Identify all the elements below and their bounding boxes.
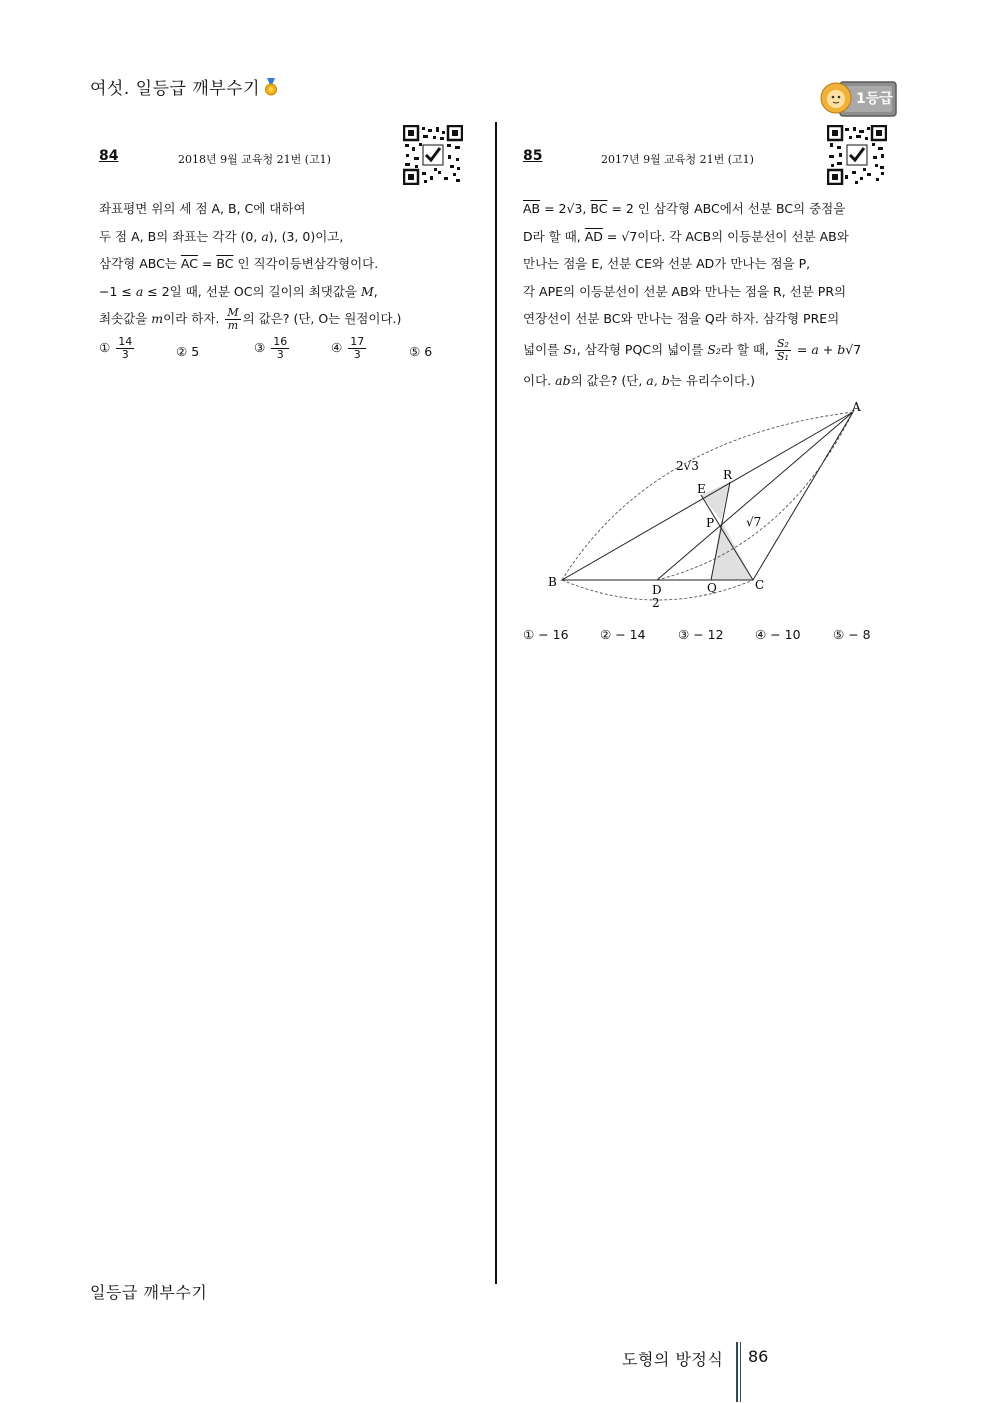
label-a: A — [852, 400, 861, 414]
problem-84-line-1: 좌표평면 위의 세 점 A, B, C에 대하여 — [99, 201, 306, 216]
choice-3[interactable] — [254, 336, 291, 361]
column-divider — [495, 122, 497, 1284]
triangle-diagram — [540, 398, 870, 613]
text-span: 삼각형 ABC는 — [99, 256, 181, 271]
choice-2[interactable] — [600, 627, 646, 642]
problem-84-number: 84 — [99, 148, 119, 164]
fraction-denominator: S₁ — [776, 349, 789, 363]
problem-85-line-4: 각 APE의 이등분선이 선분 AB와 만나는 점을 R, 선분 PR의 — [523, 283, 847, 299]
label-b: B — [548, 575, 557, 589]
math-var: a, b — [646, 372, 670, 388]
text-span: 두 점 A, B의 좌표는 각각 (0, — [99, 228, 262, 244]
text-span: √7 — [845, 341, 862, 357]
label-d: D — [652, 583, 662, 597]
segment-ad — [657, 412, 853, 580]
label-ad-length: √7 — [746, 515, 762, 529]
text-span: + — [818, 341, 838, 357]
problem-85-line-6 — [523, 333, 861, 367]
choice-mark: ⑤ — [833, 627, 845, 642]
text-span: 이라 하자. — [163, 311, 224, 326]
text-span: , 삼각형 PQC의 넓이를 — [576, 341, 708, 357]
choice-mark: ① — [99, 340, 111, 355]
text-span: 최솟값을 — [99, 311, 152, 326]
choice-mark: ③ — [254, 340, 266, 355]
choice-mark: ⑤ — [409, 344, 421, 359]
segment-bc: $\overline{BC}$ — [590, 201, 608, 216]
medal-icon — [264, 78, 278, 101]
fraction-numerator: S₂ — [776, 336, 789, 350]
text-span: 넓이를 — [523, 341, 564, 357]
math-var: m — [151, 311, 164, 326]
text-span: 이다. — [523, 372, 556, 388]
problem-85-line-1 — [523, 195, 861, 223]
fraction-numerator: 16 — [273, 335, 288, 348]
label-ab-length: 2√3 — [676, 459, 699, 473]
choice-5[interactable] — [833, 627, 871, 642]
fraction-denominator: 3 — [353, 348, 361, 361]
label-bc-length: 2 — [652, 596, 660, 610]
choice-4[interactable] — [755, 627, 801, 642]
text-span: 는 유리수이다.) — [669, 372, 755, 388]
label-q: Q — [707, 581, 717, 595]
text-span: 라 할 때, — [720, 341, 773, 357]
footer-divider — [736, 1342, 738, 1402]
choice-fraction — [116, 336, 134, 361]
text-span: ≤ 2일 때, 선분 OC의 길이의 최댓값을 — [143, 283, 361, 299]
problem-85-line-7 — [523, 367, 861, 395]
label-p: P — [706, 516, 715, 530]
fraction-m-over-m — [225, 307, 240, 332]
label-e: E — [697, 482, 706, 496]
problem-84-line-5 — [99, 305, 401, 333]
problem-84-choices — [99, 336, 479, 370]
segment-ab: $\overline{AB}$ — [523, 201, 541, 216]
header-title-text: 여섯. 일등급 깨부수기 — [90, 79, 261, 99]
footer-book-title: 일등급 깨부수기 — [90, 1283, 208, 1302]
math-var: a — [135, 283, 144, 299]
choice-mark: ② — [176, 344, 188, 359]
choice-fraction — [348, 336, 366, 361]
problem-85-number: 85 — [523, 148, 543, 164]
problem-85-choices — [523, 627, 883, 647]
choice-1[interactable] — [99, 336, 136, 361]
triangle-abc — [562, 412, 853, 580]
grade-badge-text: 1등급 — [856, 91, 893, 107]
choice-mark: ④ — [755, 627, 767, 642]
math-var: a — [811, 341, 819, 357]
choice-4[interactable] — [331, 336, 368, 361]
segment-ac: $\overline{AC}$ — [180, 256, 198, 271]
problem-85-source: 2017년 9월 교육청 21번 (고1) — [601, 153, 754, 166]
grade-badge — [818, 76, 898, 120]
page-header-title — [90, 74, 278, 101]
segment-bc: $\overline{BC}$ — [216, 256, 234, 271]
math-var: a — [261, 228, 269, 244]
text-span: 의 값은? (단, O는 원점이다.) — [242, 311, 402, 326]
choice-3[interactable] — [678, 627, 724, 642]
math-var: M — [360, 283, 374, 299]
fraction-denominator: 3 — [276, 348, 284, 361]
choice-1[interactable] — [523, 627, 569, 642]
footer-chapter-title: 도형의 방정식 — [622, 1350, 724, 1369]
choice-mark: ③ — [678, 627, 690, 642]
equals-sign: = — [197, 256, 217, 271]
footer-divider — [740, 1342, 741, 1402]
text-span: = 2√3, — [540, 201, 591, 216]
text-span: ), (3, 0)이고, — [268, 228, 344, 244]
fraction-s2-over-s1 — [775, 338, 791, 363]
math-var: S₂ — [707, 341, 721, 357]
choice-mark: ② — [600, 627, 612, 642]
text-span: = 2 인 삼각형 ABC에서 선분 BC의 중점을 — [607, 201, 846, 216]
text-span: = — [792, 341, 812, 357]
text-span: D라 할 때, — [523, 228, 585, 244]
choice-value: − 8 — [848, 627, 871, 642]
fraction-denominator: 3 — [121, 348, 129, 361]
qr-code-icon[interactable] — [403, 125, 463, 189]
fraction-numerator: M — [227, 306, 239, 319]
label-c: C — [755, 578, 765, 592]
segment-ad: $\overline{AD}$ — [584, 228, 603, 244]
fraction-numerator: 17 — [350, 335, 365, 348]
fraction-numerator: 14 — [118, 335, 133, 348]
choice-5[interactable] — [409, 344, 432, 359]
problem-84-line-2 — [99, 223, 401, 251]
text-span: , — [373, 283, 378, 299]
problem-85-line-2 — [523, 223, 861, 251]
choice-value: − 16 — [538, 627, 569, 642]
math-var: b — [837, 341, 846, 357]
math-var: S₁ — [563, 341, 577, 357]
problem-84-source: 2018년 9월 교육청 21번 (고1) — [178, 153, 331, 166]
choice-value: − 14 — [615, 627, 646, 642]
fraction-denominator: m — [227, 319, 239, 332]
problem-85-text — [523, 195, 861, 394]
text-span: −1 ≤ — [99, 283, 136, 299]
problem-85-line-3: 만나는 점을 E, 선분 CE와 선분 AD가 만나는 점을 P, — [523, 256, 811, 271]
choice-mark: ④ — [331, 340, 343, 355]
problem-84-line-3 — [99, 250, 401, 278]
page-number: 86 — [748, 1347, 769, 1366]
choice-fraction — [271, 336, 289, 361]
problem-84-line-4 — [99, 278, 401, 306]
choice-mark: ① — [523, 627, 535, 642]
text-span: 인 직각이등변삼각형이다. — [237, 256, 379, 271]
text-span: = √7이다. 각 ACB의 이등분선이 선분 AB와 — [602, 228, 849, 244]
math-var: ab — [555, 372, 571, 388]
qr-code-icon[interactable] — [827, 125, 887, 189]
choice-value: 5 — [191, 344, 200, 359]
text-span: 의 값은? (단, — [570, 372, 647, 388]
choice-value: − 12 — [693, 627, 724, 642]
choice-value: − 10 — [770, 627, 801, 642]
problem-85-line-5: 연장선이 선분 BC와 만나는 점을 Q라 하자. 삼각형 PRE의 — [523, 311, 840, 326]
choice-2[interactable] — [176, 344, 199, 359]
label-r: R — [723, 468, 733, 482]
choice-value: 6 — [424, 344, 433, 359]
problem-84-text — [99, 195, 401, 333]
